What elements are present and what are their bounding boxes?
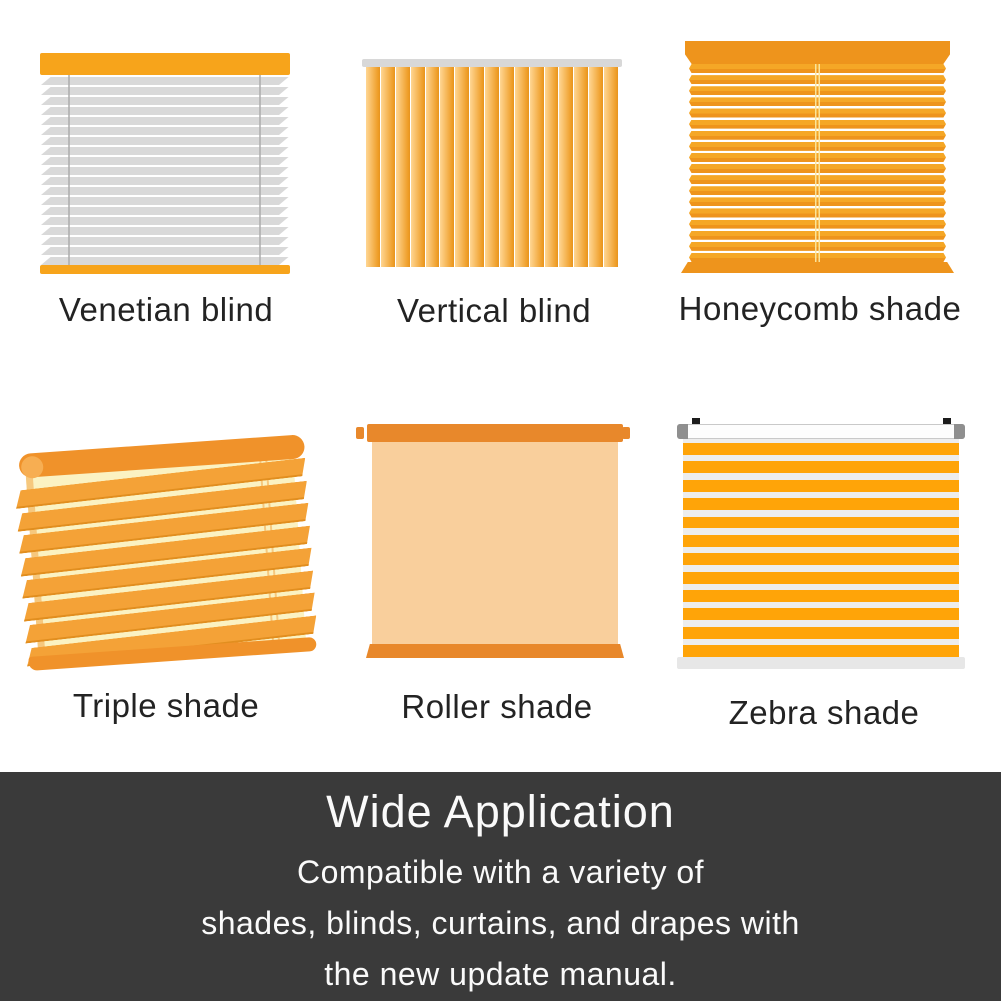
- banner-line: shades, blinds, curtains, and drapes with: [201, 905, 800, 941]
- zebra-stripe: [683, 627, 959, 639]
- zebra-shade-label: Zebra shade: [728, 694, 920, 731]
- triple-shade-vanes: [14, 464, 318, 660]
- roller-shade-bottomrail: [366, 644, 624, 658]
- venetian-slat: [41, 127, 288, 135]
- zebra-stripe: [683, 498, 959, 510]
- vertical-vane: [426, 67, 440, 267]
- venetian-slat: [41, 117, 288, 125]
- vertical-vane: [485, 67, 499, 267]
- venetian-slat: [41, 97, 288, 105]
- zebra-stripe: [683, 572, 959, 584]
- venetian-slat: [41, 207, 288, 215]
- zebra-shade-bottomrail: [677, 657, 965, 669]
- vertical-vane: [589, 67, 603, 267]
- banner-body: [0, 847, 1001, 1000]
- triple-shade-label: Triple shade: [72, 687, 260, 724]
- venetian-slat: [41, 227, 288, 235]
- venetian-slat: [41, 87, 288, 95]
- vertical-vane: [559, 67, 573, 267]
- zebra-shade-headrail: [677, 424, 965, 439]
- zebra-stripe: [683, 461, 959, 473]
- honeycomb-shade-bottomrail: [681, 262, 954, 273]
- banner-line: the new update manual.: [324, 956, 677, 992]
- triple-shade-figure: [20, 442, 316, 677]
- zebra-stripe: [683, 517, 959, 529]
- vertical-vane: [604, 67, 618, 267]
- venetian-slat: [41, 237, 288, 245]
- venetian-slat: [41, 167, 288, 175]
- vertical-blind-headrail: [362, 59, 622, 67]
- vertical-vane: [500, 67, 514, 267]
- vertical-vane: [574, 67, 588, 267]
- venetian-blind-headrail: [40, 53, 290, 75]
- zebra-stripe: [683, 443, 959, 455]
- vertical-vane: [381, 67, 395, 267]
- venetian-slat: [41, 177, 288, 185]
- vertical-vane: [440, 67, 454, 267]
- roller-shade-label: Roller shade: [401, 688, 593, 725]
- honeycomb-shade-headrail: [685, 41, 950, 64]
- venetian-blind-slats: [46, 77, 284, 265]
- zebra-stripe: [683, 608, 959, 620]
- zebra-shade-headrail-endcap: [677, 424, 688, 439]
- venetian-slat: [41, 257, 288, 265]
- roller-shade-bracket: [356, 427, 364, 439]
- zebra-stripe: [683, 535, 959, 547]
- roller-shade-headrail: [367, 424, 623, 442]
- venetian-blind-cord: [259, 75, 261, 266]
- venetian-slat: [41, 147, 288, 155]
- venetian-slat: [41, 187, 288, 195]
- zebra-stripe: [683, 590, 959, 602]
- vertical-vane: [396, 67, 410, 267]
- vertical-vane: [530, 67, 544, 267]
- roller-shade-bracket: [622, 427, 630, 439]
- venetian-slat: [41, 137, 288, 145]
- zebra-stripe: [683, 480, 959, 492]
- venetian-slat: [41, 157, 288, 165]
- venetian-slat: [41, 197, 288, 205]
- vertical-blind-label: Vertical blind: [396, 292, 592, 329]
- honeycomb-shade-cord: [815, 64, 820, 262]
- zebra-stripe: [683, 553, 959, 565]
- vertical-blind-vanes: [366, 67, 618, 267]
- venetian-blind-bottomrail: [40, 265, 290, 274]
- honeycomb-shade-label: Honeycomb shade: [678, 290, 962, 327]
- venetian-blind-cord: [68, 75, 70, 266]
- vertical-vane: [411, 67, 425, 267]
- roller-shade-fabric: [372, 442, 618, 644]
- vertical-vane: [470, 67, 484, 267]
- vertical-vane: [455, 67, 469, 267]
- vertical-vane: [366, 67, 380, 267]
- wide-application-banner: [0, 772, 1001, 1001]
- triple-shade-unit: [12, 432, 324, 687]
- vertical-vane: [515, 67, 529, 267]
- banner-title: Wide Application: [326, 786, 675, 837]
- venetian-slat: [41, 107, 288, 115]
- zebra-stripe: [683, 645, 959, 657]
- venetian-blind-label: Venetian blind: [58, 291, 274, 328]
- zebra-shade-stripes: [683, 439, 959, 657]
- zebra-shade-headrail-endcap: [954, 424, 965, 439]
- banner-line: Compatible with a variety of: [296, 854, 705, 890]
- vertical-vane: [545, 67, 559, 267]
- venetian-slat: [41, 217, 288, 225]
- venetian-slat: [41, 77, 288, 85]
- venetian-slat: [41, 247, 288, 255]
